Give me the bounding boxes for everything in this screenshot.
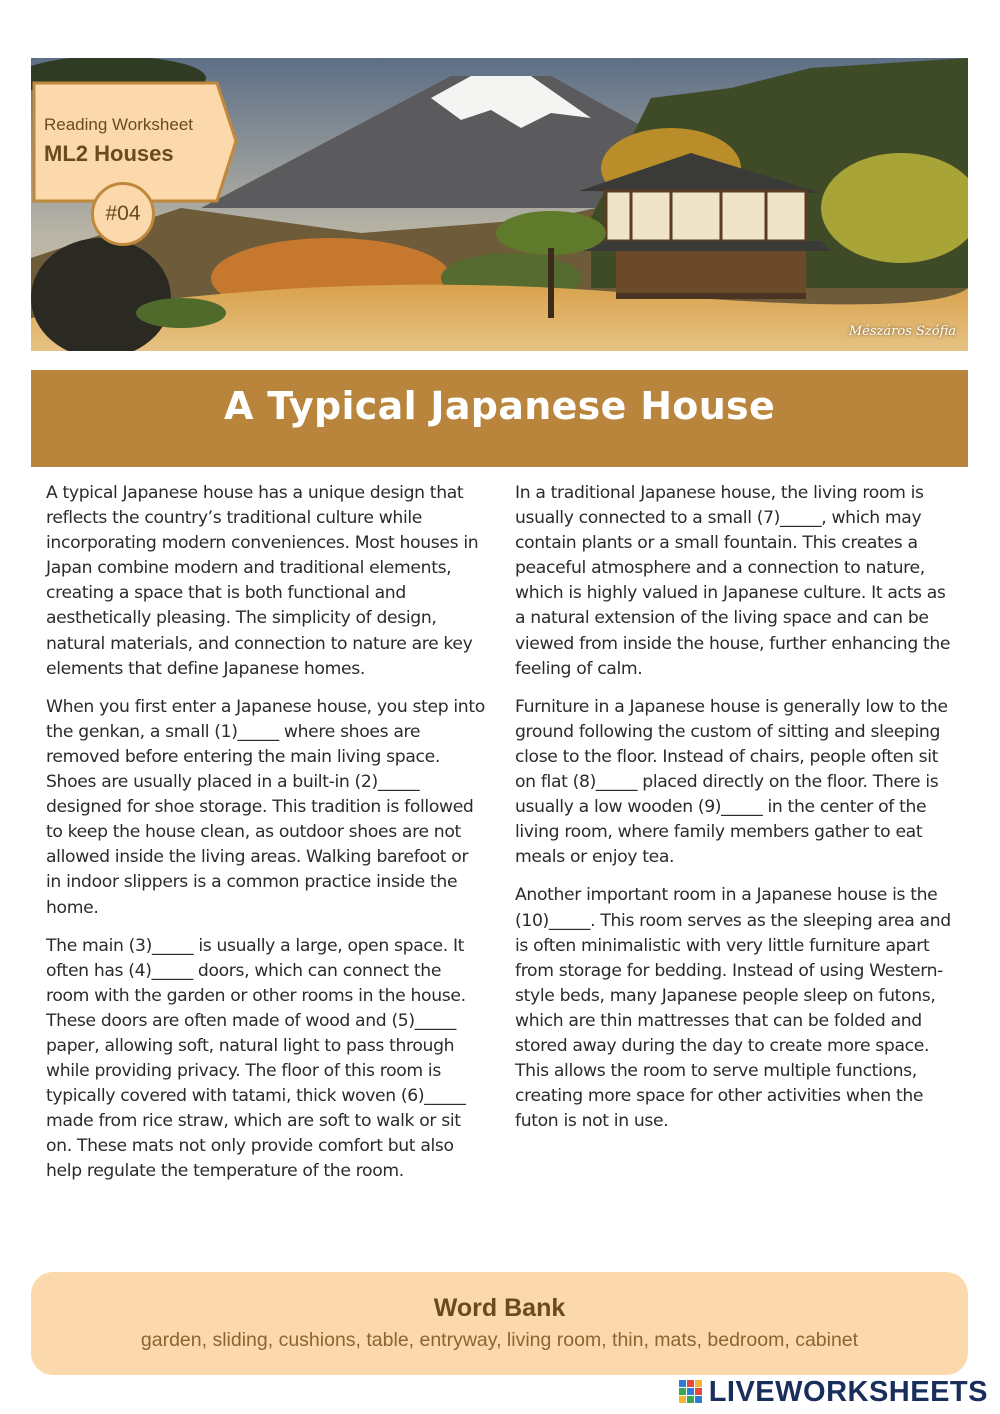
- paragraph: The main (3)_____ is usually a large, open space. It often has (4)_____ doors, which can connect the room with the garden or other rooms in the house. These doors are often made of wood and (5)_____ paper, allowing soft, natural light to pass through while providing privacy. The floor of this room is typically covered with tatami, thick woven (6)_____ made from rice straw, which are soft to walk or sit on. These mats not only provide comfort but also help regulate the temperature of the room.: [46, 935, 466, 1182]
- left-column: [46, 481, 486, 1198]
- liveworksheets-logo[interactable]: [679, 1376, 988, 1408]
- paragraph: In a traditional Japanese house, the living room is usually connected to a small (7)_____, which may contain plants or a small fountain. This creates a peaceful atmosphere and a connection to nature, which is highly valued in Japanese culture. It acts as a natural extension of the living space and can be viewed from inside the house, further enhancing the feeling of calm.: [515, 483, 951, 679]
- photo-credit: Mészáros Szófia: [848, 324, 956, 339]
- page-title: A Typical Japanese House: [223, 383, 776, 428]
- paragraph: When you first enter a Japanese house, you step into the genkan, a small (1)_____ where shoes are removed before entering the main living space. Shoes are usually placed in a built-in (2)_____ designed for shoe storage. This tradition is followed to keep the house clean, as outdoor shoes are not allowed inside the living areas. Walking barefoot or in indoor slippers is a common practice inside the home.: [46, 696, 485, 918]
- word-bank: [31, 1272, 968, 1375]
- paragraph: Another important room in a Japanese house is the (10)_____. This room serves as the sleeping area and is often minimalistic with very little furniture apart from storage for bedding. Instead of using Western-style beds, many Japanese people sleep on futons, which are thin mattresses that can be folded and stored away during the day to create more space. This allows the room to serve multiple functions, creating more space for other activities when the futon is not in use.: [515, 885, 951, 1132]
- title-bar: [31, 370, 968, 467]
- badge-title: ML2 Houses: [44, 141, 174, 166]
- word-bank-words: garden, sliding, cushions, table, entryway, living room, thin, mats, bedroom, cabinet: [140, 1329, 859, 1351]
- paragraph: Furniture in a Japanese house is generally low to the ground following the custom of sitting and sleeping close to the floor. Instead of chairs, people often sit on flat (8)_____ placed directly on the floor. There is usually a low wooden (9)_____ in the center of the living room, where family members gather to eat meals or enjoy tea.: [515, 696, 948, 868]
- brand-text: LIVEWORKSHEETS: [708, 1375, 988, 1408]
- right-column: [515, 481, 955, 1147]
- liveworksheets-icon: [679, 1380, 703, 1404]
- badge-subtitle: Reading Worksheet: [44, 115, 193, 134]
- paragraph: A typical Japanese house has a unique design that reflects the country’s traditional culture while incorporating modern conveniences. Most houses in Japan combine modern and traditional elements, creating a space that is both functional and aesthetically pleasing. The simplicity of design, natural materials, and connection to nature are key elements that define Japanese homes.: [46, 483, 479, 679]
- worksheet-number: #04: [91, 182, 155, 246]
- word-bank-title: Word Bank: [433, 1294, 566, 1322]
